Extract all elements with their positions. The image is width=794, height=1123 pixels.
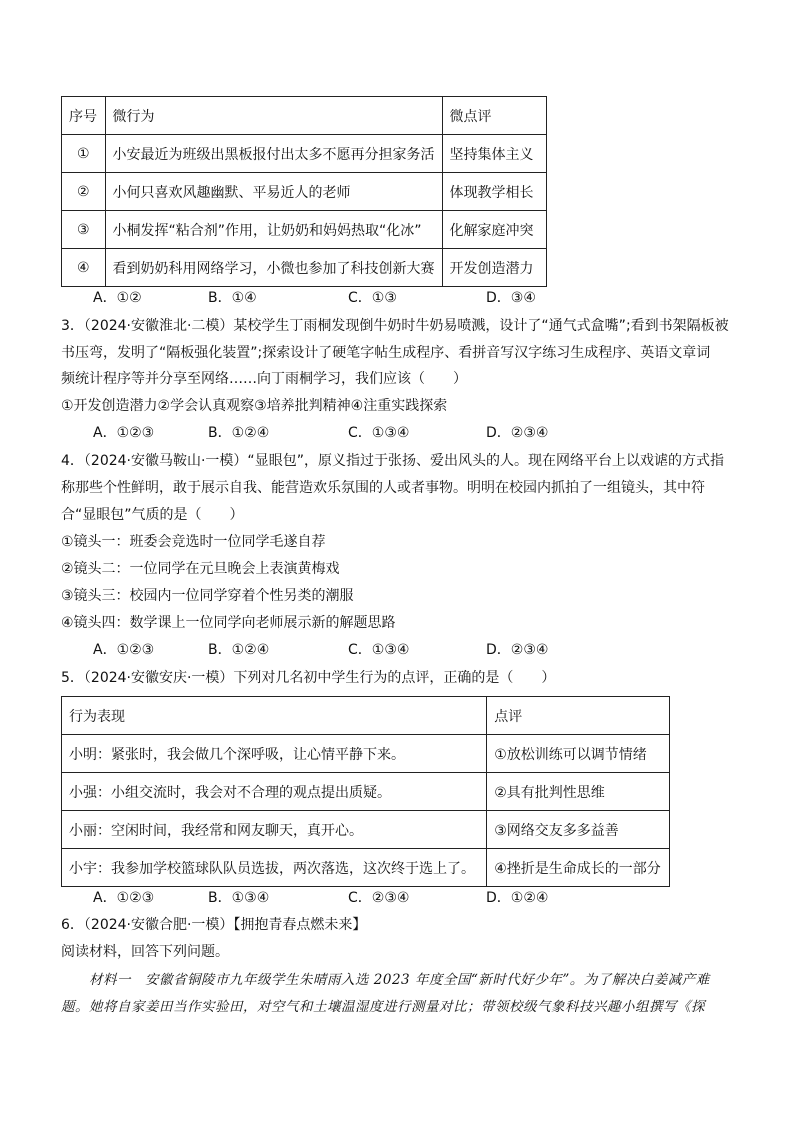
table-row — [62, 173, 547, 211]
behavior-table — [61, 96, 547, 287]
q4-choice-line: ④镜头四：数学课上一位同学向老师展示新的解题思路 — [61, 615, 396, 631]
table-header-row — [62, 97, 547, 135]
table-header-cell: 微点评 — [442, 97, 547, 135]
table-cell: ②具有批判性思维 — [487, 773, 670, 811]
option-b: B．①③④ — [208, 890, 270, 906]
table-cell: 化解家庭冲突 — [442, 211, 547, 249]
option-c: C．②③④ — [348, 890, 410, 906]
q6-material-line: 材料一 安徽省铜陵市九年级学生朱晴雨入选 2023 年度全国“新时代好少年”。为了解决白姜减产难 — [61, 972, 710, 988]
q4-stem-line: 称那些个性鲜明，敢于展示自我、能营造欢乐氛围的人或者事物。明明在校园内抓拍了一组镜头，其中符 — [61, 480, 705, 496]
table-cell: 开发创造潜力 — [442, 249, 547, 287]
table-row — [62, 811, 670, 849]
option-b: B．①④ — [208, 290, 257, 306]
q4-choice-line: ①镜头一：班委会竞选时一位同学毛遂自荐 — [61, 534, 326, 550]
q6-instruction: 阅读材料，回答下列问题。 — [61, 944, 229, 960]
table-cell: 小明：紧张时，我会做几个深呼吸，让心情平静下来。 — [62, 735, 487, 773]
table-cell: 小桐发挥“粘合剂”作用，让奶奶和妈妈热取“化冰” — [105, 211, 442, 249]
table-cell: ② — [62, 173, 106, 211]
table-row — [62, 211, 547, 249]
table-header-cell: 微行为 — [105, 97, 442, 135]
q3-stem-line: 3．（2024·安徽淮北·二模）某校学生丁雨桐发现倒牛奶时牛奶易喷溅，设计了“通气式盒嘴”;看到书架隔板被 — [61, 318, 729, 334]
table-cell: ④挫折是生命成长的一部分 — [487, 849, 670, 887]
q5-stem: 5．（2024·安徽安庆·一模）下列对几名初中学生行为的点评，正确的是（ ） — [61, 670, 556, 686]
evaluation-table — [61, 696, 670, 887]
table-cell: 小强：小组交流时，我会对不合理的观点提出质疑。 — [62, 773, 487, 811]
q4-stem-line: 4．（2024·安徽马鞍山·一模）“显眼包”，原义指过于张扬、爱出风头的人。现在网络平台上以戏谑的方式指 — [61, 453, 724, 469]
q6-material-line: 题。她将自家姜田当作实验田，对空气和土壤温湿度进行测量对比；带领校级气象科技兴趣小组撰写《探 — [61, 999, 705, 1015]
option-a: A．①② — [93, 290, 142, 306]
option-a: A．①②③ — [93, 642, 155, 658]
option-d: D．①②④ — [486, 890, 549, 906]
table-cell: 小宇：我参加学校篮球队队员选拔，两次落选，这次终于选上了。 — [62, 849, 487, 887]
table-row — [62, 249, 547, 287]
table-row — [62, 849, 670, 887]
option-c: C．①③④ — [348, 425, 410, 441]
q3-stem-line: 书压弯，发明了“隔板强化装置”;探索设计了硬笔字帖生成程序、看拼音写汉字练习生成程序、英语文章词 — [61, 345, 711, 361]
option-b: B．①②④ — [208, 642, 270, 658]
q3-choices-line: ①开发创造潜力②学会认真观察③培养批判精神④注重实践探索 — [61, 398, 448, 414]
table-cell: 体现教学相长 — [442, 173, 547, 211]
table-cell: ③网络交友多多益善 — [487, 811, 670, 849]
q4-stem-line: 合“显眼包”气质的是（ ） — [61, 507, 244, 523]
table-row — [62, 735, 670, 773]
table-row — [62, 773, 670, 811]
table-cell: 坚持集体主义 — [442, 135, 547, 173]
option-d: D．③④ — [486, 290, 536, 306]
q4-choice-line: ②镜头二：一位同学在元旦晚会上表演黄梅戏 — [61, 561, 340, 577]
table-cell: 小安最近为班级出黑板报付出太多不愿再分担家务活 — [105, 135, 442, 173]
option-d: D．②③④ — [486, 642, 549, 658]
table-header-row — [62, 697, 670, 735]
option-a: A．①②③ — [93, 890, 155, 906]
option-c: C．①③④ — [348, 642, 410, 658]
table-cell: ① — [62, 135, 106, 173]
q4-choice-line: ③镜头三：校园内一位同学穿着个性另类的潮服 — [61, 588, 354, 604]
option-b: B．①②④ — [208, 425, 270, 441]
table-cell: 小何只喜欢风趣幽默、平易近人的老师 — [105, 173, 442, 211]
table-cell: ④ — [62, 249, 106, 287]
table-cell: ③ — [62, 211, 106, 249]
table-cell: ①放松训练可以调节情绪 — [487, 735, 670, 773]
option-c: C．①③ — [348, 290, 397, 306]
option-d: D．②③④ — [486, 425, 549, 441]
table-cell: 看到奶奶科用网络学习，小微也参加了科技创新大赛 — [105, 249, 442, 287]
table-header-cell: 序号 — [62, 97, 106, 135]
table-header-cell: 行为表现 — [62, 697, 487, 735]
table-header-cell: 点评 — [487, 697, 670, 735]
q3-stem-line: 频统计程序等并分享至网络……向丁雨桐学习，我们应该（ ） — [61, 371, 467, 387]
table-row — [62, 135, 547, 173]
option-a: A．①②③ — [93, 425, 155, 441]
q6-stem: 6．（2024·安徽合肥·一模）【拥抱青春点燃未来】 — [61, 917, 367, 933]
table-cell: 小丽：空闲时间，我经常和网友聊天，真开心。 — [62, 811, 487, 849]
